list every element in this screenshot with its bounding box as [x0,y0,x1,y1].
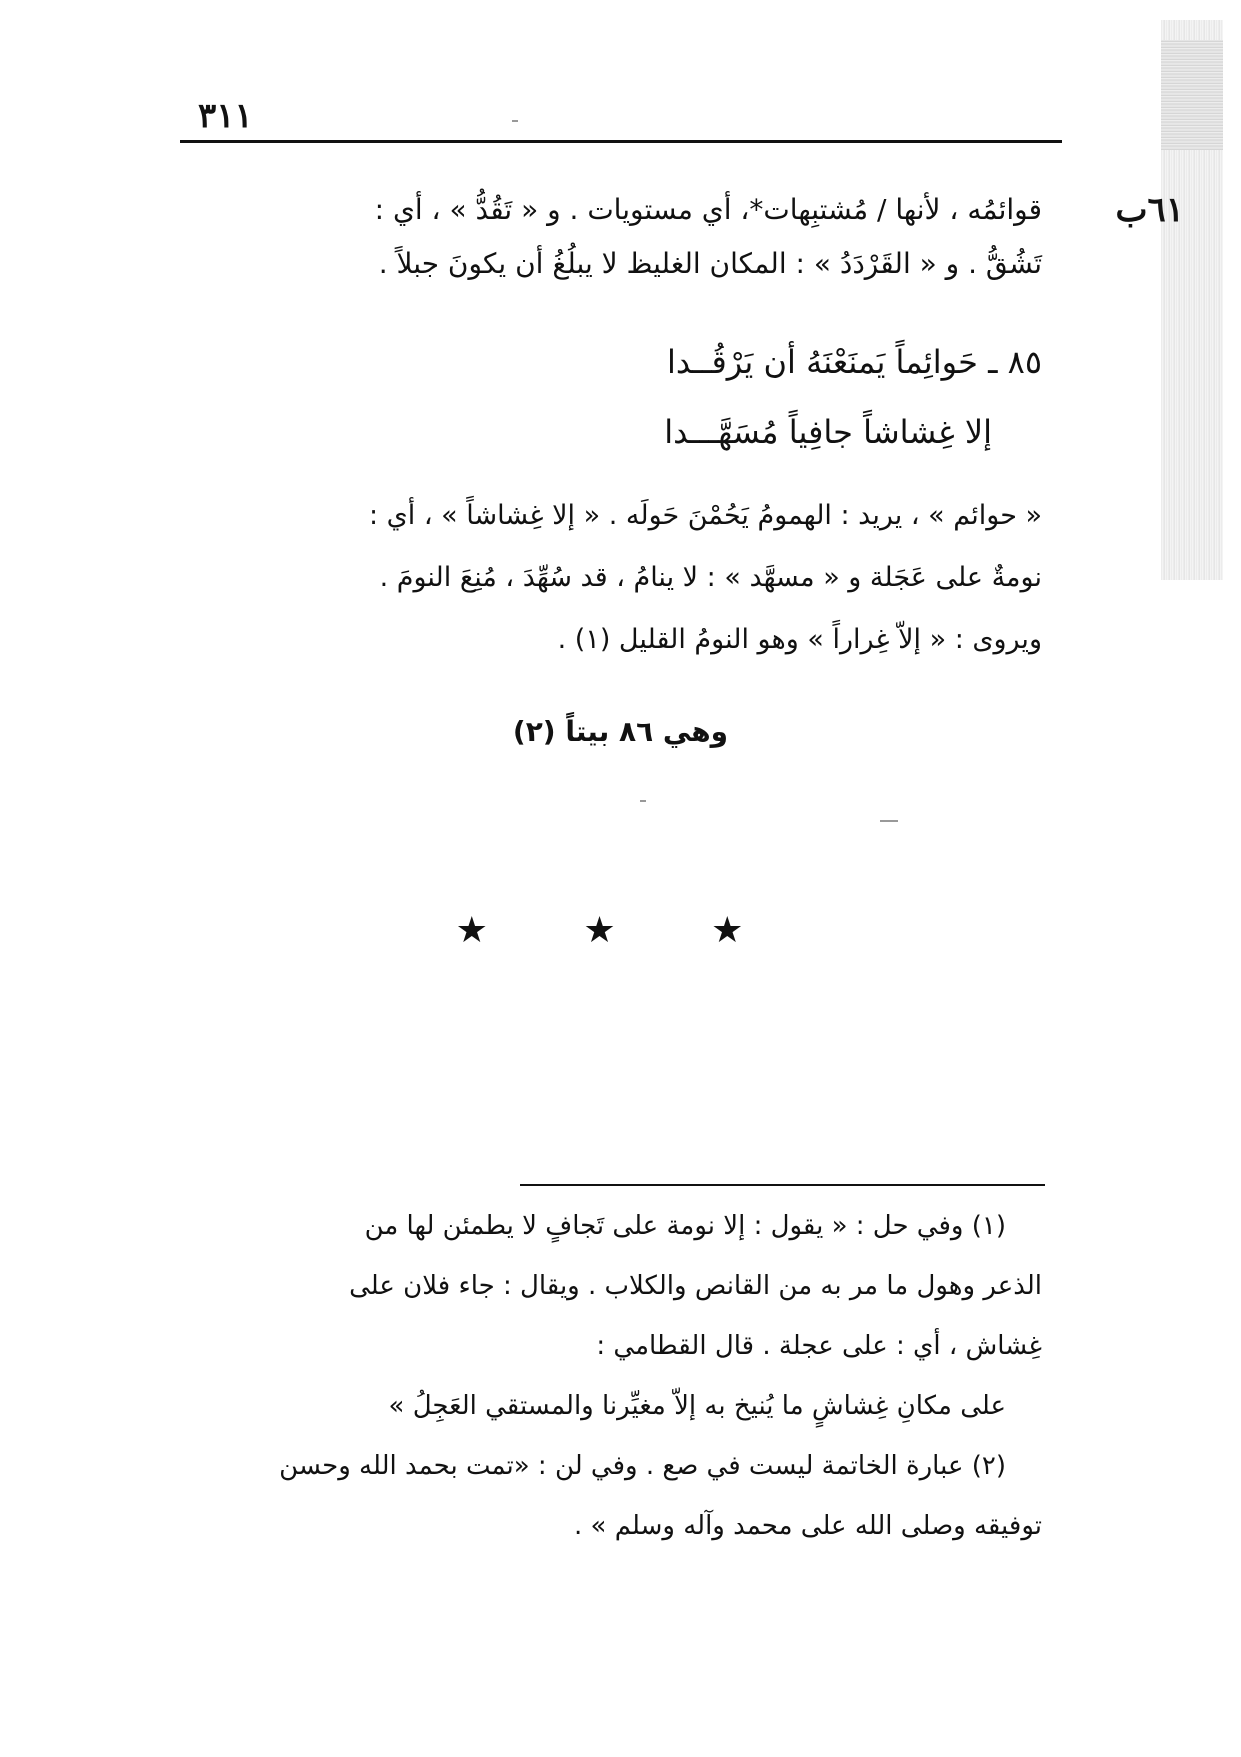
verse-85-second-hemistich: إلا غِشاشاً جافِياً مُسَهَّـــدا [664,413,992,451]
section-divider-stars: ★ ★ ★ [455,910,786,951]
footnote-line: (١) وفي حل : « يقول : إلا نومة على تَجافٍ لا يطمئن لها من [364,1211,1006,1241]
verse-85-first-hemistich: ٨٥ ـ حَوائِماً يَمنَعْنَهُ أن يَرْقُــدا [667,343,1042,381]
scan-speck [640,800,646,802]
footnote-line: الذعر وهول ما مر به من القانص والكلاب . ويقال : جاء فلان على [349,1271,1042,1301]
verse-count-closing: وهي ٨٦ بيتاً (٢) [512,715,729,748]
body-line: قوائمُه ، لأنها / مُشتبِهات*، أي مستويات . و « تَقُدُّ » ، أي : [374,193,1042,226]
commentary-line: نومةٌ على عَجَلة و « مسهَّد » : لا ينامُ ، قد سُهِّدَ ، مُنِعَ النومَ . [379,562,1042,593]
commentary-line: « حوائم » ، يريد : الهمومُ يَحُمْنَ حَولَه . « إلا غِشاشاً » ، أي : [368,500,1042,531]
footnote-line: (٢) عبارة الخاتمة ليست في صع . وفي لن : «تمت بحمد الله وحسن [279,1451,1006,1481]
scan-speck [512,120,518,122]
footnote-poem-line: على مكانِ غِشاشٍ ما يُنيخ به إلاّ مغيِّرنا والمستقي العَجِلُ » [388,1391,1006,1421]
page-number: ٣١١ [198,96,253,136]
footnote-line: غِشاش ، أي : على عجلة . قال القطامي : [596,1331,1042,1361]
commentary [180,485,1042,671]
manuscript-folio-ref: ٦١ب [1115,190,1184,230]
footnotes [180,1196,1042,1556]
body-line: تَشُقُّ . و « القَرْدَدُ » : المكان الغليظ لا يبلُغُ أن يكونَ جبلاً . [378,247,1042,280]
scan-speck [880,820,898,822]
scan-edge-shadow-dark [1161,40,1223,150]
commentary-line: ويروى : « إلاّ غِراراً » وهو النومُ القليل (١) . [557,624,1042,655]
header-rule [180,140,1062,143]
footnote-rule [520,1184,1045,1186]
footnote-line: توفيقه وصلى الله على محمد وآله وسلم » . [574,1511,1042,1541]
body-text [180,183,1042,291]
